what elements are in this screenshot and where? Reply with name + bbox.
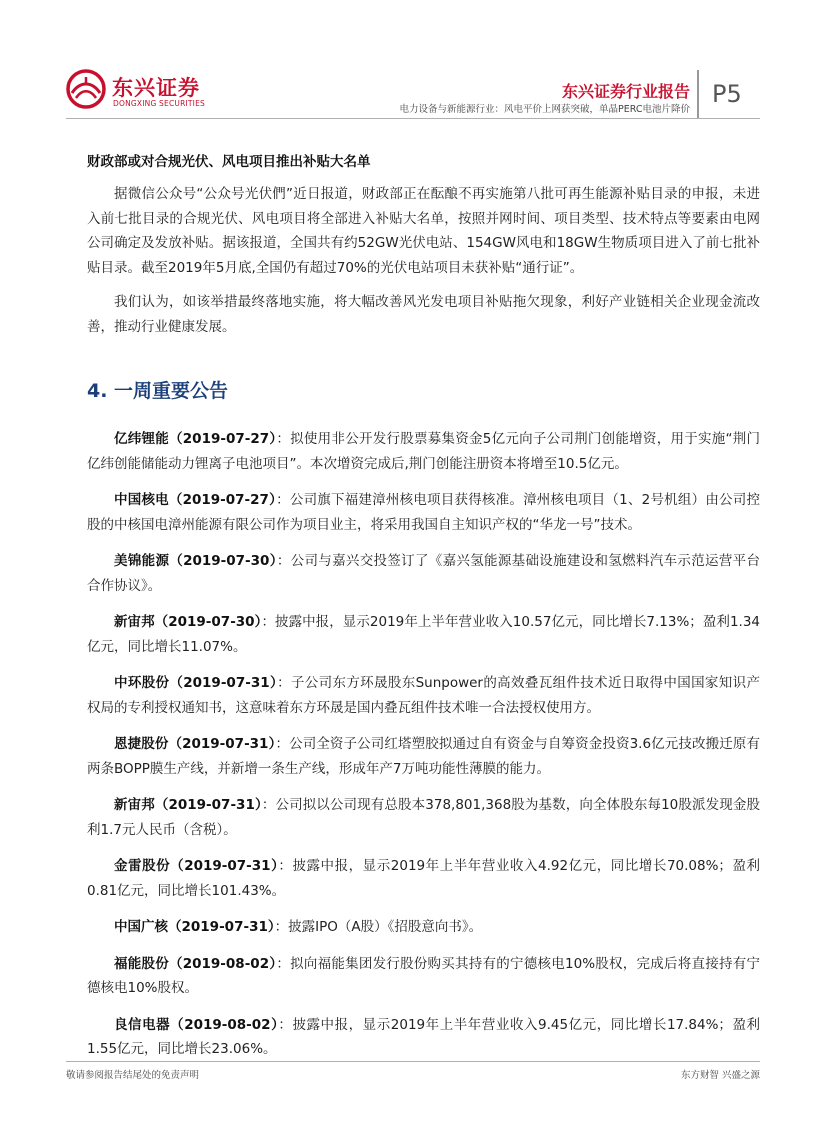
policy-heading: 财政部或对合规光伏、风电项目推出补贴大名单	[87, 154, 371, 170]
section-title-announcements: 4. 一周重要公告	[87, 380, 229, 402]
page-header	[0, 0, 827, 120]
logo-text-en: DONGXING SECURITIES	[113, 99, 205, 108]
announcement-text: ：公司全资子公司红塔塑胶拟通过自有资金与自筹资金投资3.6亿元技改搬迁原有两条BOPP膜生产线，并新增一条生产线，形成年产7万吨功能性薄膜的能力。	[87, 736, 761, 777]
header-divider	[697, 70, 699, 118]
announcement-item	[87, 915, 760, 940]
page-number: P5	[712, 80, 742, 108]
announcement-company: 福能股份（2019-08-02）	[114, 955, 277, 972]
announcement-company: 新宙邦（2019-07-31）	[114, 797, 262, 813]
announcement-item	[87, 488, 760, 537]
announcement-text: ：披露中报，显示2019年上半年营业收入4.92亿元，同比增长70.08%；盈利0.81亿元，同比增长101.43%。	[87, 858, 761, 899]
announcement-item	[87, 793, 760, 842]
announcement-text: ：公司旗下福建漳州核电项目获得核准。漳州核电项目（1、2号机组）由公司控股的中核国电漳州能源有限公司作为项目业主，将采用我国自主知识产权的“华龙一号”技术。	[87, 492, 760, 533]
announcement-item	[87, 1013, 760, 1062]
announcement-item	[87, 854, 760, 903]
announcement-text: ：披露中报，显示2019年上半年营业收入10.57亿元，同比增长7.13%；盈利1.34亿元，同比增长11.07%。	[87, 614, 760, 655]
dongxing-logo-icon	[66, 69, 106, 109]
announcement-text: ：拟向福能集团发行股份购买其持有的宁德核电10%股权，完成后将直接持有宁德核电10%股权。	[87, 955, 760, 996]
footer-rule	[66, 1061, 760, 1062]
announcement-item	[87, 671, 760, 720]
announcement-text: ：披露中报，显示2019年上半年营业收入9.45亿元，同比增长17.84%；盈利1.55亿元，同比增长23.06%。	[87, 1016, 761, 1057]
announcement-company: 亿纬锂能（2019-07-27）	[114, 431, 277, 447]
announcement-text: ：拟使用非公开发行股票募集资金5亿元向子公司荆门创能增资，用于实施“荆门亿纬创能储能动力锂离子电池项目”。本次增资完成后,荆门创能注册资本将增至10.5亿元。	[87, 431, 760, 472]
announcement-text: ：公司拟以公司现有总股本378,801,368股为基数，向全体股东每10股派发现金股利1.7元人民币（含税）。	[87, 797, 760, 838]
opinion-paragraph: 我们认为，如该举措最终落地实施，将大幅改善风光发电项目补贴拖欠现象，利好产业链相关企业现金流改善，推动行业健康发展。	[87, 294, 760, 335]
announcement-item	[87, 952, 760, 1001]
announcement-company: 中国核电（2019-07-27）	[114, 492, 277, 508]
announcement-text: ：披露IPO（A股）《招股意向书》。	[274, 919, 483, 935]
announcement-text: ：公司与嘉兴交投签订了《嘉兴氢能源基础设施建设和氢燃料汽车示范运营平台合作协议》。	[87, 553, 761, 594]
report-subtitle: 电力设备与新能源行业：风电平价上网获突破，单晶PERC电池片降价	[399, 104, 690, 115]
announcement-company: 金雷股份（2019-07-31）	[114, 858, 279, 874]
announcement-item	[87, 549, 760, 598]
footer-slogan: 东方财智 兴盛之源	[680, 1070, 760, 1081]
policy-paragraph: 据微信公众号“公众号光伏們”近日报道，财政部正在酝酿不再实施第八批可再生能源补贴目录的申报，未进入前七批目录的合规光伏、风电项目将全部进入补贴大名单，按照并网时间、项目类型、技术特点等要素由电网公司确定及发放补贴。据该报道，全国共有约52GW光伏电站、154GW风电和18GW生物质项目进入了前七批补贴目录。截至2019年5月底,全国仍有超过70%的光伏电站项目未获补贴“通行证”。	[87, 186, 760, 276]
report-name: 东兴证券行业报告	[561, 82, 690, 101]
announcement-company: 恩捷股份（2019-07-31）	[114, 736, 276, 752]
footer-disclaimer: 敬请参阅报告结尾处的免责声明	[66, 1070, 200, 1081]
announcement-company: 新宙邦（2019-07-30）	[114, 614, 262, 630]
header-rule	[66, 118, 760, 119]
announcement-item	[87, 610, 760, 659]
announcement-company: 中环股份（2019-07-31）	[114, 675, 278, 691]
announcement-company: 中国广核（2019-07-31）	[114, 919, 275, 935]
announcement-item	[87, 427, 760, 476]
announcement-text: ：子公司东方环晟股东Sunpower的高效叠瓦组件技术近日取得中国国家知识产权局的专利授权通知书，这意味着东方环晟是国内叠瓦组件技术唯一合法授权使用方。	[87, 675, 760, 716]
announcement-company: 美锦能源（2019-07-30）	[114, 553, 277, 569]
announcement-company: 良信电器（2019-08-02）	[114, 1016, 279, 1033]
logo-text-cn: 东兴证券	[112, 76, 200, 100]
report-body	[87, 150, 760, 1074]
announcement-item	[87, 732, 760, 781]
